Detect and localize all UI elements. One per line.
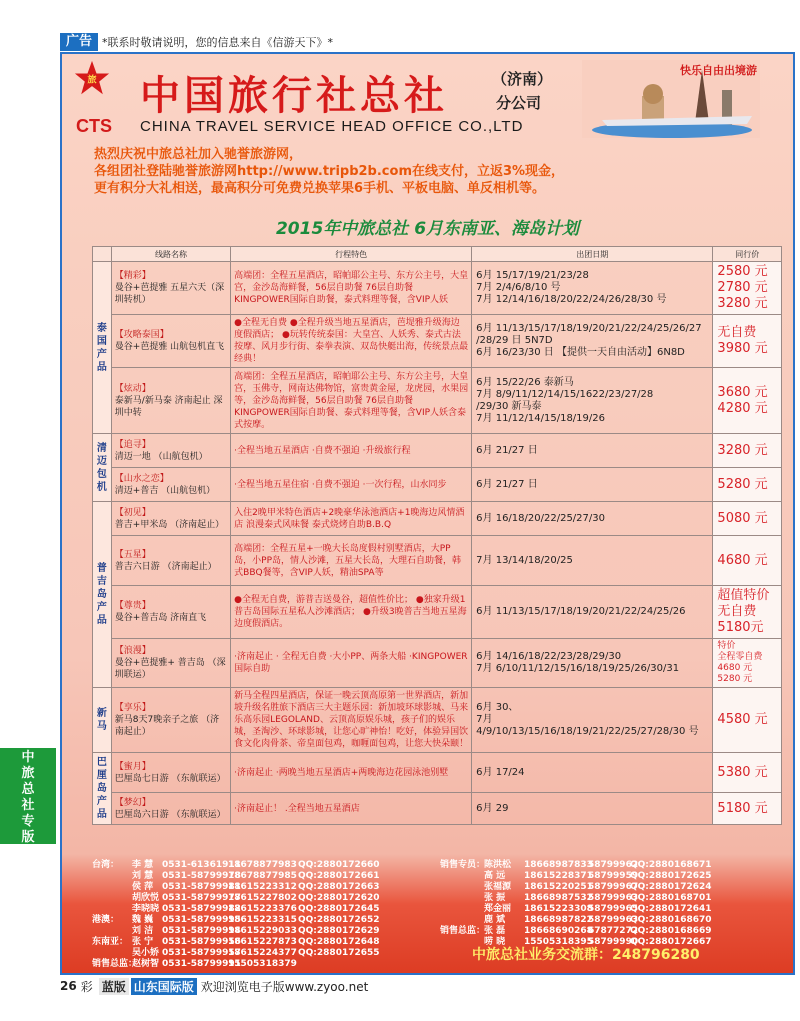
contact-right-field: 18615220251 (524, 882, 593, 892)
contact-right-field: 18668987822 (524, 915, 593, 925)
date-line: 7月 12/14/16/18/20/22/24/26/28/30 号 (476, 294, 667, 305)
tour-name: 清迈一地 （山航包机） (114, 451, 208, 462)
tour-name: 巴厘岛七日游 （东航联运） (114, 773, 226, 784)
tour-dates-cell (472, 688, 713, 753)
tour-price-cell (713, 315, 782, 368)
table-row (93, 262, 782, 315)
tour-feature-cell: ·全程当地五星住宿 ·自费不强迫 ·一次行程，山水同步 (231, 468, 472, 502)
price-line: 5180元 (717, 620, 764, 635)
contact-left-field: 0531-61361911 (162, 860, 241, 870)
tour-feature-cell: 高端团：全程五星+一晚大长岛度假村别墅酒店，大PP岛，小PP岛，情人沙滩，五星大长岛，大理石自助餐，韩式BBQ餐等，含VIP人妖，精油SPA等 (231, 536, 472, 586)
contact-left-field: 胡欣悦 (132, 893, 160, 903)
tour-name: 普吉六日游 （济南起止） (114, 561, 217, 572)
tour-name: 清迈+普吉 （山航包机） (114, 485, 216, 496)
date-line: 6月 14/16/18/22/23/28/29/30 (476, 651, 622, 662)
table-row (93, 434, 782, 468)
price-line: 5380 元 (717, 764, 768, 780)
tour-name-cell (111, 639, 230, 688)
col-header-dates: 出团日期 (472, 247, 713, 262)
tour-tag: 【精彩】 (114, 271, 151, 281)
contact-left-field: 0531-58799991 (162, 959, 241, 969)
date-line: 6月 16/23/30 日 【提供一天自由活动】6N8D (476, 347, 685, 358)
date-line: 6月 17/24 (476, 766, 525, 778)
contact-right-field: 67877272 (588, 926, 639, 936)
col-header-price: 同行价 (713, 247, 782, 262)
contact-right-field: 销售总监： (440, 926, 486, 936)
price-line: 5280 元 (717, 476, 768, 492)
tour-tag: 【浪漫】 (114, 646, 151, 656)
tour-price-cell (713, 793, 782, 825)
price-line: 4280 元 (717, 400, 768, 416)
contact-left-field: 0531-58799956 (162, 937, 241, 947)
contact-left-field: 刘 慧 (132, 871, 154, 881)
tour-name: 曼谷+芭提雅 山航包机直飞 (114, 342, 225, 352)
tour-name-cell (111, 753, 230, 793)
contact-left-field: 18678877983 (228, 860, 297, 870)
date-line: 6月 11/13/15/17/18/19/20/21/22/24/25/26/27 (476, 323, 702, 334)
contact-left-field: 18615229033 (228, 926, 297, 936)
color-label: 彩 (80, 979, 93, 994)
contact-right-field: QQ:2880168669 (630, 926, 712, 936)
branch-city: （济南） (492, 70, 553, 88)
contact-right-field: 18615223308 (524, 904, 593, 914)
side-band (0, 748, 56, 844)
tour-tag: 【追寻】 (114, 439, 151, 450)
group-number: 中旅总社业务交流群：248796280 (472, 947, 700, 963)
contact-right-field: QQ:2880172641 (630, 904, 712, 914)
contact-right-field: QQ:2880168670 (630, 915, 712, 925)
branch-label: 分公司 (496, 94, 542, 112)
contact-left-field: 吴小娇 (132, 948, 160, 958)
contact-left-field: QQ:2880172648 (298, 937, 380, 947)
contact-left-field: QQ:2880172620 (298, 893, 380, 903)
promo-text (94, 146, 774, 197)
ad-notice: *联系时敬请说明，您的信息来自《信游天下》* (102, 36, 334, 49)
contact-right-field: 58799963 (588, 915, 639, 925)
table-row (93, 468, 782, 502)
tour-name-cell (111, 468, 230, 502)
price-line: 5280 元 (717, 674, 753, 684)
tour-price-cell (713, 262, 782, 315)
contact-right-field: 58799962 (588, 860, 639, 870)
cts-logo: CTS (76, 116, 112, 136)
tour-dates-cell (472, 468, 713, 502)
tour-dates-cell (472, 586, 713, 639)
price-line: 3980 元 (717, 341, 768, 356)
contact-right-field: 58799959 (588, 871, 639, 881)
tour-dates-cell (472, 262, 713, 315)
contact-left-field: 港澳： (92, 915, 120, 925)
tour-dates-cell (472, 753, 713, 793)
category-cell: 清迈包机 (93, 434, 112, 502)
tour-name-cell (111, 688, 230, 753)
table-row (93, 753, 782, 793)
tour-feature-cell: ·全程当地五星酒店 ·自费不强迫 ·升级旅行程 (231, 434, 472, 468)
star-text: 旅 (87, 75, 97, 86)
contact-right-field: QQ:2880168671 (630, 860, 712, 870)
price-line: 无自费 (717, 325, 757, 340)
tour-name: 巴厘岛六日游 （东航联运） (114, 809, 226, 820)
contact-left-field: 东南亚： (92, 937, 129, 947)
contact-left-field: 18615223312 (228, 882, 297, 892)
tour-tag: 【攻略泰国】 (114, 330, 169, 340)
side-char: 版 (21, 830, 35, 845)
tour-feature-cell: ·济南起止 ·两晚当地五星酒店+两晚海边花园泳池别墅 (231, 753, 472, 793)
tour-name-cell (111, 315, 230, 368)
tour-tag: 【享乐】 (114, 703, 151, 713)
date-line: 6月 21/27 日 (476, 444, 538, 456)
contact-left-field: 0531-58799981 (162, 882, 241, 892)
red-star-logo (74, 60, 110, 96)
tour-name: 新马8天7晚亲子之旅 （济南起止） (114, 715, 220, 737)
contact-left-field: 18615224377 (228, 948, 297, 958)
tour-name-cell (111, 434, 230, 468)
price-line: 超值特价 (717, 588, 770, 603)
header (62, 54, 793, 142)
tour-dates-cell (472, 434, 713, 468)
ad-bar (60, 33, 795, 51)
english-name: CHINA TRAVEL SERVICE HEAD OFFICE CO.,LTD (140, 118, 524, 135)
contact-left-field: 18615223376 (228, 904, 297, 914)
contact-left-field: 赵树智 (132, 959, 160, 969)
tour-name-cell (111, 262, 230, 315)
contact-right-field: 18668987833 (524, 860, 593, 870)
date-line: 6月 15/22/26 泰新马 (476, 376, 574, 388)
tour-tag: 【蜜月】 (114, 761, 151, 772)
tour-tag: 【初见】 (114, 507, 151, 518)
tour-feature-cell: 入住2晚甲米特色酒店+2晚豪华泳池酒店+1晚海边风情酒店 浪漫泰式风味餐 泰式烧烤自助B.B.Q (231, 502, 472, 536)
tour-feature-cell: ·济南起止！ .全程当地五星酒店 (231, 793, 472, 825)
contact-right-field: 18668690268 (524, 926, 593, 936)
tour-tag: 【五星】 (114, 549, 151, 560)
contact-left-field: 0531-58799982 (162, 904, 241, 914)
contact-right-field: QQ:2880172667 (630, 937, 712, 947)
category-header (93, 247, 112, 262)
category-cell: 泰国产品 (93, 262, 112, 434)
contact-left-field: 0531-58799995 (162, 915, 241, 925)
date-line: 7月 11/12/14/15/18/19/26 (476, 412, 605, 424)
tour-name-cell (111, 586, 230, 639)
tour-price-cell (713, 502, 782, 536)
contact-left-field: QQ:2880172629 (298, 926, 380, 936)
tour-price-cell (713, 688, 782, 753)
tour-price-cell (713, 434, 782, 468)
tour-feature-cell: 高端团：全程五星酒店，昭帕耶公主号、东方公主号，大皇宫，玉佛寺，网南达佛物馆，富贵黄金屋，龙虎园，水果园等，金沙岛海鲜餐，56层自助餐 76层自助餐 KINGPOWER国际自助餐、泰式料理等餐，含VIP人妖含泰式按摩。 (231, 368, 472, 434)
contact-left-field: 李 慧 (132, 860, 154, 870)
tour-price-cell (713, 639, 782, 688)
tour-feature-cell: ·济南起止 · 全程无自费 ·大小PP、两条大船 ·KINGPOWER 国际自助 (231, 639, 472, 688)
date-line: 7月 (476, 714, 493, 725)
tour-tag: 【尊贵】 (114, 601, 151, 611)
tour-tag: 【山水之恋】 (114, 473, 169, 484)
contact-left-field: 15505318379 (228, 959, 297, 969)
table-row (93, 315, 782, 368)
welcome-text: 欢迎浏览电子版www.zyoo.net (200, 979, 369, 994)
edition-label: 蓝版 (99, 978, 129, 995)
side-char: 旅 (21, 766, 35, 781)
contact-right-field: 鹿 斌 (484, 915, 506, 925)
table-row (93, 688, 782, 753)
contact-left-field: 魏 巍 (132, 915, 154, 925)
tour-dates-cell (472, 368, 713, 434)
promo-line: 各组团社登陆驰誉旅游网http://www.tripb2b.com在线支付，立返3%现金， (94, 164, 565, 179)
contact-right-field: 18668987532 (524, 893, 593, 903)
tour-dates-cell (472, 639, 713, 688)
side-char: 专 (21, 814, 35, 829)
table-row (93, 793, 782, 825)
category-cell: 新马 (93, 688, 112, 753)
contact-right-field: 张福源 (484, 882, 512, 892)
side-char: 社 (21, 798, 35, 813)
contact-right-field: 15505318395 (524, 937, 593, 947)
tour-feature-cell: 新马全程四星酒店，保证一晚云顶高原第一世界酒店，新加坡升级名胜旅下酒店三大主题乐园：新加坡环球影城、马来乐高乐园LEGOLAND、云顶高原娱乐城，孩子们的娱乐城，圣淘沙、环球影城，让您心旷神怡！吃好，体验异国饮食文化肉骨茶、帝皇面包鸡，咖喱面包鸡，让您大快朵颐！ (231, 688, 472, 753)
contact-right-field: QQ:2880172624 (630, 882, 712, 892)
contact-right-field: 58799965 (588, 904, 639, 914)
date-line: 6月 30、 (476, 702, 519, 713)
contact-left-field: 0531-58799978 (162, 871, 241, 881)
contact-left-field: 18615227802 (228, 893, 297, 903)
tour-name: 曼谷+芭提雅+ 普吉岛 （深圳联运） (114, 658, 226, 680)
contact-left-field: QQ:2880172661 (298, 871, 380, 881)
tour-feature-cell: 高端团：全程五星酒店，昭帕耶公主号、东方公主号，大皇宫，金沙岛海鲜餐，56层自助餐 76层自助餐 KINGPOWER国际自助餐，泰式料理等餐，含VIP人妖 (231, 262, 472, 315)
tour-table (92, 246, 782, 825)
contact-right-field: 张 振 (484, 893, 506, 903)
contact-right-field: 唠 晓 (484, 937, 506, 947)
contact-left-field: 张 宁 (132, 937, 154, 947)
date-line: 7月 6/10/11/12/15/16/18/19/25/26/30/31 (476, 663, 680, 674)
tour-dates-cell (472, 315, 713, 368)
side-char: 总 (21, 782, 35, 797)
date-line: 4/9/10/13/15/16/18/19/21/22/25/27/28/30 号 (476, 726, 699, 737)
tour-price-cell (713, 586, 782, 639)
contact-right-field: 58799967 (588, 882, 639, 892)
tour-name: 曼谷+芭提雅 五星六天（深圳转机） (114, 283, 225, 305)
contact-left-field: QQ:2880172652 (298, 915, 380, 925)
price-line: 特价 (717, 641, 736, 651)
price-line: 4680 元 (717, 663, 753, 673)
table-header-row (93, 247, 782, 262)
col-header-feature: 行程特色 (231, 247, 472, 262)
footer (60, 977, 800, 995)
contact-right-field: 58799963 (588, 893, 639, 903)
ad-tag: 广告 (60, 33, 98, 51)
tour-name-cell (111, 536, 230, 586)
tour-price-cell (713, 753, 782, 793)
date-line: 6月 16/18/20/22/25/27/30 (476, 512, 605, 524)
price-line: 2780 元 (717, 280, 768, 295)
tour-dates-cell (472, 793, 713, 825)
tour-feature-cell: ●全程无自费 ●全程升级当地五星酒店，芭堤雅升级海边度假酒店； ●玩转传统泰国：大皇宫、人妖秀、泰式古法按摩、风月步行街、泰拳表演、双岛快艇出海，传统景点最经典！ (231, 315, 472, 368)
contact-right-field: QQ:2880168701 (630, 893, 712, 903)
tour-name: 泰新马/新马泰 济南起止 深圳中转 (114, 395, 223, 418)
contact-left-field: QQ:2880172660 (298, 860, 380, 870)
contact-left-field: 18615227873 (228, 937, 297, 947)
contact-left-field: 李晓晓 (132, 904, 160, 914)
tour-price-cell (713, 468, 782, 502)
contact-left-field: 侯 萍 (132, 882, 154, 892)
contact-right-field: QQ:2880172625 (630, 871, 712, 881)
tour-name: 普吉+甲米岛 （济南起止） (114, 519, 225, 530)
tour-dates-cell (472, 502, 713, 536)
contact-right-field: 58799990 (588, 937, 639, 947)
contact-left-field: 销售总监： (92, 959, 138, 969)
date-line: 6月 21/27 日 (476, 478, 538, 490)
contact-left-field: 18615223315 (228, 915, 297, 925)
travel-slogan: 快乐自由出境游 (680, 64, 757, 77)
tour-price-cell (713, 536, 782, 586)
tour-name-cell (111, 502, 230, 536)
advert-panel (60, 52, 795, 975)
contact-left-field: QQ:2880172663 (298, 882, 380, 892)
date-line: 7月 8/9/11/12/14/15/1622/23/27/28 (476, 388, 654, 400)
price-line: 全程零自费 (717, 652, 763, 662)
page-number: 26 (60, 979, 77, 993)
date-line: /29/30 新马泰 (476, 400, 542, 412)
contact-left-field: QQ:2880172645 (298, 904, 380, 914)
table-row (93, 586, 782, 639)
category-cell: 普吉岛产品 (93, 502, 112, 688)
contact-left-field: 刘 洁 (132, 926, 154, 936)
tour-tag: 【炫动】 (114, 383, 151, 394)
price-line: 5080 元 (717, 510, 768, 526)
tour-tag: 【梦幻】 (114, 797, 151, 808)
contact-right-field: 18615228371 (524, 871, 593, 881)
table-row (93, 368, 782, 434)
contact-right-field: 销售专员： (440, 860, 486, 870)
price-line: 3680 元 (717, 384, 768, 400)
travel-landmarks-image (582, 60, 760, 138)
contact-left-field: 0531-58799957 (162, 948, 241, 958)
tour-feature-cell: ●全程无自费，游普吉送曼谷，超值性价比； ●独家升级1普吉岛国际五星私人沙滩酒店； ●升级3晚普吉当地五星海边度假酒店。 (231, 586, 472, 639)
price-line: 3280 元 (717, 442, 768, 458)
promo-line: 热烈庆祝中旅总社加入驰誉旅游网， (94, 147, 303, 162)
col-header-name: 线路名称 (111, 247, 230, 262)
region-label: 山东国际版 (131, 978, 197, 995)
contact-left-field: 台湾： (92, 860, 120, 870)
contact-left-field: QQ:2880172655 (298, 948, 380, 958)
price-line: 无自费 (717, 604, 757, 619)
contact-left-field: 18678877985 (228, 871, 297, 881)
table-row (93, 502, 782, 536)
date-line: /28/29 日 5N7D (476, 335, 553, 346)
price-line: 3280 元 (717, 296, 768, 311)
price-line: 2580 元 (717, 264, 768, 279)
contact-left-field: 0531-58799977 (162, 893, 241, 903)
tour-price-cell (713, 368, 782, 434)
date-line: 6月 15/17/19/21/23/28 (476, 270, 589, 281)
brand-title: 中国旅行社总社 (140, 72, 448, 119)
tour-name-cell (111, 793, 230, 825)
contact-right-field: 高 远 (484, 871, 506, 881)
price-line: 4680 元 (717, 552, 768, 568)
tour-name-cell (111, 368, 230, 434)
table-row (93, 536, 782, 586)
date-line: 7月 13/14/18/20/25 (476, 554, 573, 566)
category-cell: 巴厘岛产品 (93, 753, 112, 825)
date-line: 7月 2/4/6/8/10 号 (476, 282, 561, 293)
price-line: 5180 元 (717, 800, 768, 816)
date-line: 6月 29 (476, 802, 509, 814)
contact-right-field: 陈洪松 (484, 860, 512, 870)
promo-line: 更有积分大礼相送，最高积分可免费兑换苹果6手机、平板电脑、单反相机等。 (94, 181, 546, 196)
contact-right-field: 张 磊 (484, 926, 506, 936)
table-row (93, 639, 782, 688)
date-line: 6月 11/13/15/17/18/19/20/21/22/24/25/26 (476, 606, 686, 617)
contact-right-field: 郑金丽 (484, 904, 512, 914)
contact-left-field: 0531-58799994 (162, 926, 241, 936)
price-line: 4580 元 (717, 712, 768, 727)
tour-name: 曼谷+普吉岛 济南直飞 (114, 613, 207, 623)
plan-title: 2015年中旅总社 6月东南亚、海岛计划 (275, 219, 580, 239)
tour-dates-cell (472, 536, 713, 586)
side-char: 中 (21, 750, 35, 765)
